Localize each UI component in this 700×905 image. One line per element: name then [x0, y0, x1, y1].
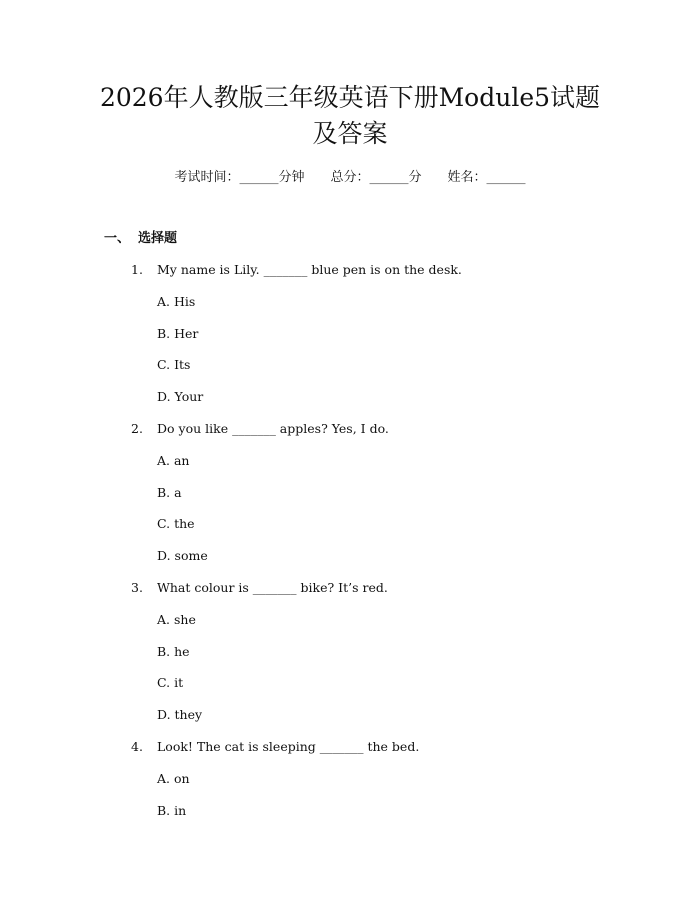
answer-option: B. in [157, 802, 187, 818]
question-text: Look! The cat is sleeping _______ the bed. [157, 739, 420, 754]
question-text: Do you like _______ apples? Yes, I do. [157, 421, 389, 436]
question-text: What colour is _______ bike? It’s red. [157, 580, 388, 595]
answer-option: B. Her [157, 325, 199, 341]
question-number: 1. [131, 262, 143, 277]
title-line-1: 2026年人教版三年级英语下册Module5试题 [99, 83, 601, 112]
answer-option: A. on [157, 770, 190, 786]
question-number: 2. [131, 421, 143, 436]
answer-option: C. the [157, 516, 195, 532]
question-text: My name is Lily. _______ blue pen is on the desk. [157, 262, 462, 277]
section-title: 选择题 [138, 231, 178, 246]
section-number: 一、 [104, 231, 131, 246]
question-number: 4. [131, 739, 143, 754]
answer-option: B. a [157, 484, 182, 500]
answer-option: B. he [157, 643, 190, 659]
title-line-2: 及答案 [312, 119, 388, 148]
exam-info-line: 考试时间：______分钟 总分：______分 姓名：______ [174, 170, 526, 185]
answer-option: A. His [157, 293, 196, 309]
answer-option: D. some [157, 548, 208, 564]
question-number: 3. [131, 580, 143, 595]
answer-option: D. they [157, 707, 203, 723]
section-heading [104, 229, 177, 249]
answer-option: C. it [157, 675, 184, 691]
answer-option: C. Its [157, 357, 191, 373]
answer-option: D. Your [157, 389, 204, 405]
document-title [80, 80, 620, 152]
answer-option: A. she [157, 611, 196, 627]
answer-option: A. an [157, 452, 190, 468]
